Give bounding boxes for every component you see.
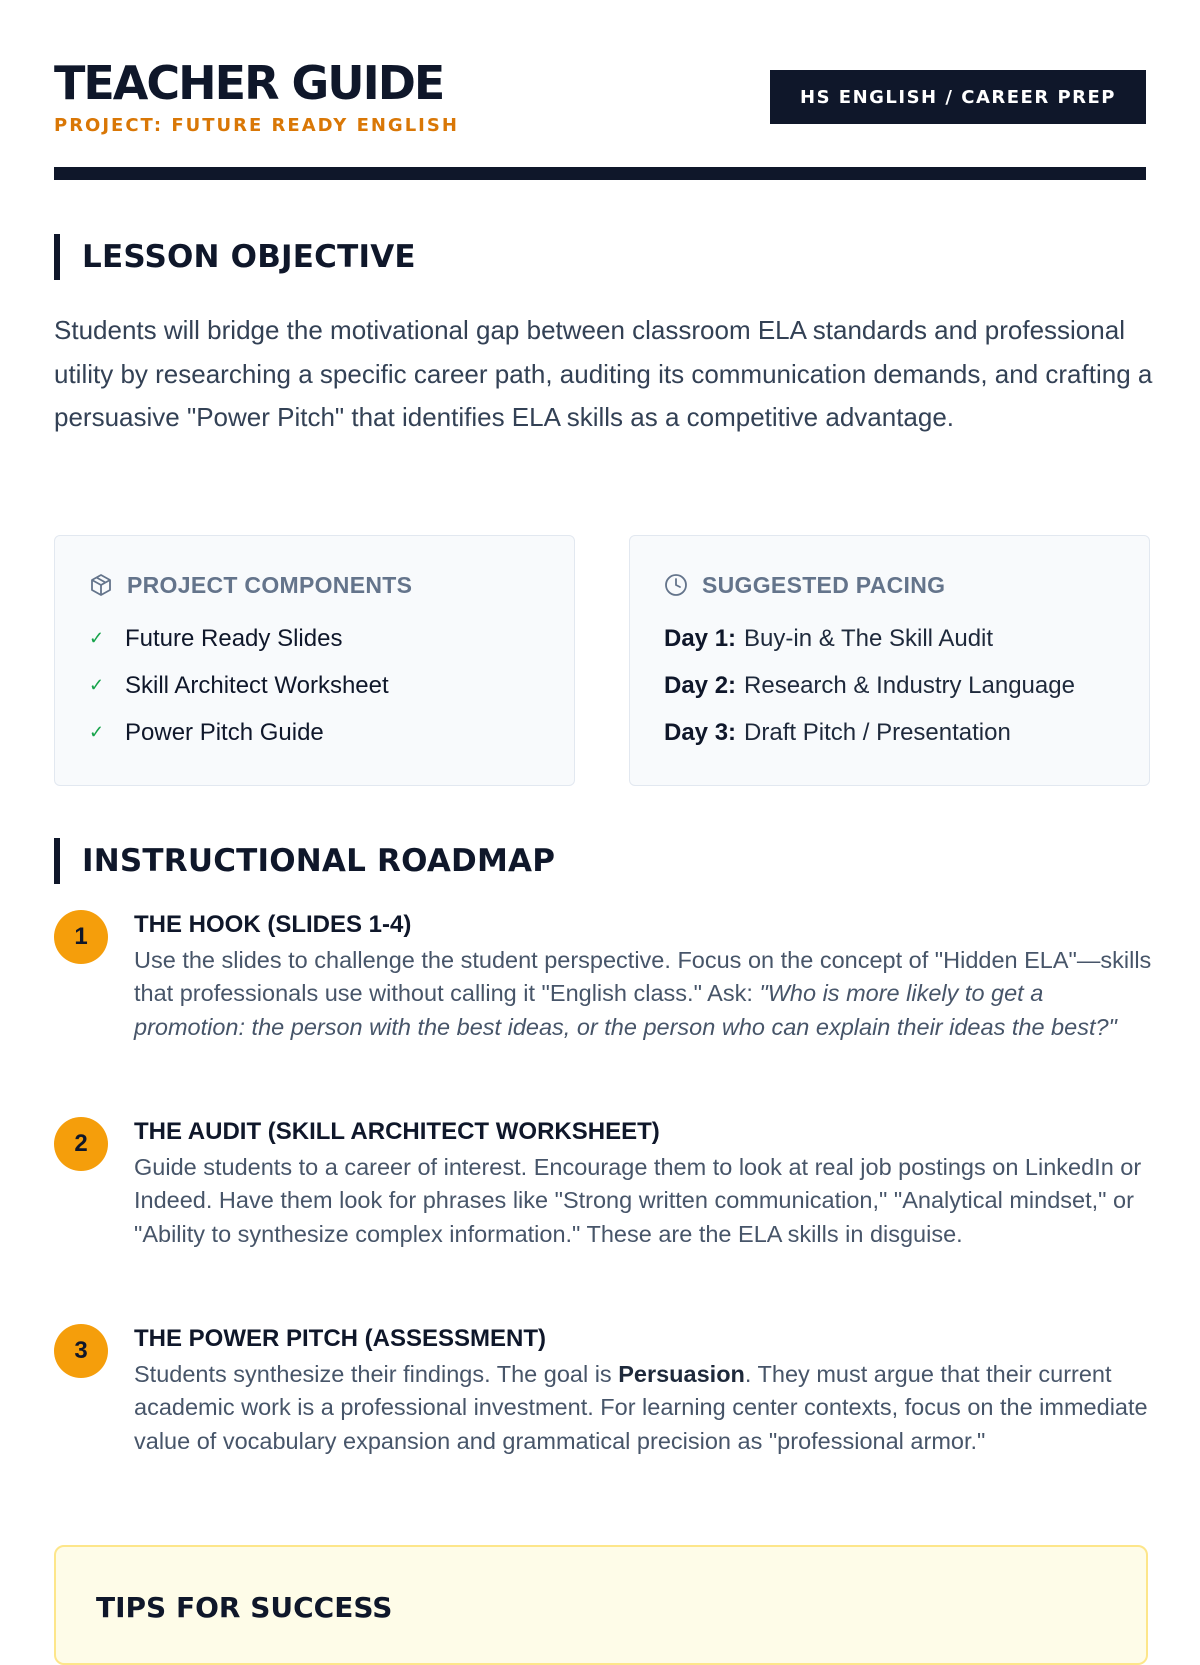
components-title xyxy=(89,572,540,599)
page-title: TEACHER GUIDE xyxy=(54,56,444,110)
pacing-title xyxy=(664,572,1115,599)
tips-box xyxy=(54,1545,1148,1665)
step-number-badge: 1 xyxy=(54,910,108,964)
step-title: THE HOOK (SLIDES 1-4) xyxy=(134,911,412,938)
step-body-emphasis: Persuasion xyxy=(618,1361,745,1387)
pacing-activity: Draft Pitch / Presentation xyxy=(744,718,1011,746)
pacing-item xyxy=(664,709,1115,756)
pacing-day: Day 3: xyxy=(664,718,737,746)
component-item-label: Power Pitch Guide xyxy=(125,718,324,746)
step-number-badge: 3 xyxy=(54,1324,108,1378)
instructional-roadmap-heading xyxy=(54,838,555,884)
project-subtitle: PROJECT: FUTURE READY ENGLISH xyxy=(54,115,459,136)
header-divider xyxy=(54,167,1146,180)
objective-text: Students will bridge the motivational gap between classroom ELA standards and professional utility by researching a specific career path, auditing its communication demands, and crafting a persuasive "Power Pitch" that identifies ELA skills as a competitive advantage. xyxy=(54,315,1153,432)
course-tag: HS ENGLISH / CAREER PREP xyxy=(770,70,1146,124)
step-number-badge: 2 xyxy=(54,1117,108,1171)
step-body-text: Use the slides to challenge the student perspective. Focus on the concept of "Hidden ELA"—skills that professionals use without calling it "English class." Ask: xyxy=(134,947,1152,1007)
pacing-activity: Research & Industry Language xyxy=(744,671,1075,699)
component-item xyxy=(89,662,540,709)
pacing-activity: Buy-in & The Skill Audit xyxy=(744,624,994,652)
pacing-title-label: SUGGESTED PACING xyxy=(702,572,946,598)
pacing-day: Day 1: xyxy=(664,624,737,652)
step-body-text: Students synthesize their findings. The goal is xyxy=(134,1361,619,1387)
step-body xyxy=(134,944,1154,1044)
header xyxy=(54,0,1146,180)
section-title: INSTRUCTIONAL ROADMAP xyxy=(82,843,556,879)
step-title: THE AUDIT (SKILL ARCHITECT WORKSHEET) xyxy=(134,1118,660,1145)
step-quote: "Who is more likely to get a promotion: the person with the best ideas, or the person who can explain their ideas the best?" xyxy=(134,980,1117,1040)
project-components-card xyxy=(54,535,575,786)
step-body: Guide students to a career of interest. Encourage them to look at real job postings on LinkedIn or Indeed. Have them look for phrases like "Strong written communication," "Analytical mindset," or "Ability to synthesize complex information." These are the ELA skills in disguise. xyxy=(134,1154,1142,1247)
component-item-label: Skill Architect Worksheet xyxy=(125,671,389,699)
step-body xyxy=(134,1358,1154,1458)
components-title-label: PROJECT COMPONENTS xyxy=(127,572,413,598)
pacing-item xyxy=(664,662,1115,709)
section-title: LESSON OBJECTIVE xyxy=(82,239,416,275)
heading-accent-bar xyxy=(54,838,60,884)
step-title: THE POWER PITCH (ASSESSMENT) xyxy=(134,1325,547,1352)
pacing-item xyxy=(664,615,1115,662)
tips-title: TIPS FOR SUCCESS xyxy=(96,1591,393,1624)
component-item-label: Future Ready Slides xyxy=(125,624,343,652)
check-icon: ✓ xyxy=(89,722,105,742)
heading-accent-bar xyxy=(54,234,60,280)
box-icon xyxy=(89,573,115,599)
check-icon: ✓ xyxy=(89,675,105,695)
component-item xyxy=(89,615,540,662)
check-icon: ✓ xyxy=(89,628,105,648)
suggested-pacing-card xyxy=(629,535,1150,786)
component-item xyxy=(89,709,540,756)
step-body-text: . They must argue that their current academic work is a professional investment. For learning center contexts, focus on the immediate value of vocabulary expansion and grammatical precision as "professional armor." xyxy=(134,1361,1148,1454)
pacing-day: Day 2: xyxy=(664,671,737,699)
lesson-objective-heading xyxy=(54,234,416,280)
clock-icon xyxy=(664,573,690,599)
